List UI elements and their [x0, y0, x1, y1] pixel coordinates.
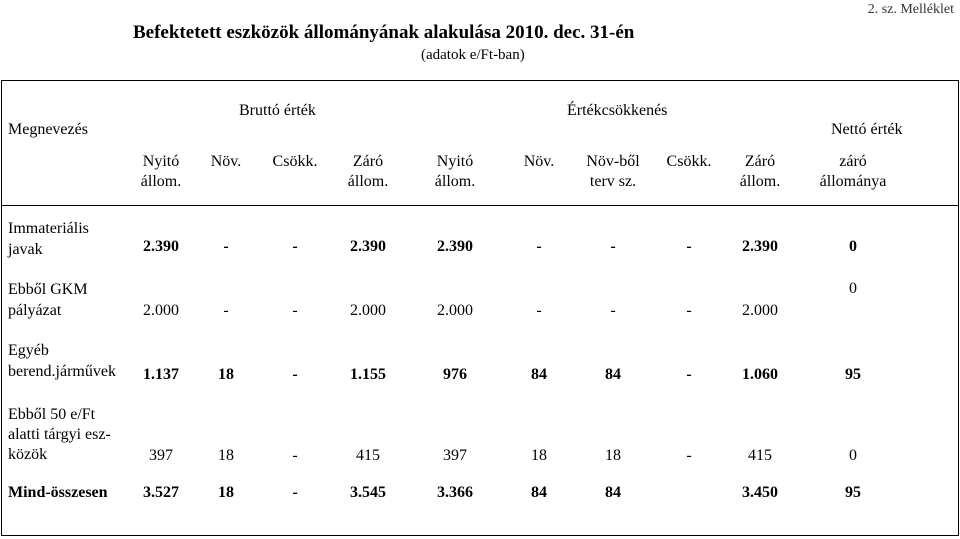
cell-depr-increase-planned: 18 [605, 447, 621, 464]
col-header-line: Növ. [210, 153, 242, 170]
col-header-line: Növ. [523, 153, 555, 170]
header-net-value: Nettó érték [831, 121, 903, 138]
cell-gross-increase: 18 [218, 484, 234, 501]
col-header-line: Növ-ből [586, 153, 640, 170]
cell-depr-close: 2.000 [742, 302, 778, 319]
cell-gross-open: 2.390 [143, 238, 179, 255]
cell-gross-close: 1.155 [350, 366, 386, 383]
cell-gross-close: 2.000 [350, 302, 386, 319]
cell-gross-close: 3.545 [350, 484, 386, 501]
cell-gross-increase: - [223, 302, 229, 319]
cell-gross-decrease: - [292, 447, 298, 464]
header-divider [1, 205, 959, 206]
table-top-border [1, 80, 959, 81]
row-label-line: berend.járművek [8, 363, 116, 380]
row-label [8, 279, 88, 321]
table-right-border [958, 80, 959, 536]
unit-note: (adatok e/Ft-ban) [421, 47, 525, 63]
cell-depr-increase: 18 [531, 447, 547, 464]
document-title: Befektetett eszközök állományának alakulása 2010. dec. 31-én [133, 22, 635, 43]
col-header-gross-close [318, 152, 418, 192]
row-label [8, 405, 111, 465]
row-label-line: Ebből 50 e/Ft [8, 406, 96, 423]
cell-depr-open: 397 [443, 447, 467, 464]
annex-label: 2. sz. Melléklet [867, 2, 954, 17]
cell-depr-increase: 84 [531, 484, 547, 501]
cell-depr-increase: - [536, 302, 542, 319]
col-header-net-close [803, 152, 903, 192]
table-bottom-border [1, 535, 959, 536]
col-header-depr-close [710, 152, 810, 192]
cell-depr-open: 976 [443, 366, 467, 383]
col-header-line: állom. [140, 173, 182, 190]
cell-gross-increase: 18 [218, 366, 234, 383]
cell-gross-open: 397 [149, 447, 173, 464]
col-header-line: záró [839, 153, 867, 170]
cell-depr-increase: - [536, 238, 542, 255]
row-label-line: közök [8, 446, 48, 463]
cell-gross-open: 1.137 [143, 366, 179, 383]
cell-net-close: 0 [849, 238, 857, 255]
col-header-line: terv sz. [589, 173, 637, 190]
col-header-line: állom. [347, 173, 389, 190]
col-header-line: állománya [819, 173, 887, 190]
header-depreciation: Értékcsökkenés [567, 102, 668, 119]
row-label [8, 218, 89, 260]
cell-gross-close: 415 [356, 447, 380, 464]
cell-gross-open: 3.527 [143, 484, 179, 501]
cell-depr-open: 2.000 [437, 302, 473, 319]
cell-depr-increase-planned: - [610, 238, 616, 255]
col-header-line: Záró [744, 153, 776, 170]
col-header-line: állom. [739, 173, 781, 190]
row-label [8, 482, 108, 503]
cell-depr-decrease: - [686, 366, 692, 383]
cell-net-close: 0 [849, 447, 857, 464]
cell-gross-decrease: - [292, 238, 298, 255]
header-name: Megnevezés [8, 121, 88, 138]
cell-depr-increase-planned: 84 [605, 366, 621, 383]
cell-gross-close: 2.390 [350, 238, 386, 255]
cell-gross-increase: - [223, 238, 229, 255]
cell-net-close: 95 [845, 484, 861, 501]
cell-depr-decrease: - [686, 302, 692, 319]
cell-net-close: 0 [849, 280, 857, 297]
row-label-line: Egyéb [8, 342, 49, 359]
table-left-border [1, 80, 2, 536]
row-label-line: javak [8, 241, 43, 258]
cell-gross-decrease: - [292, 302, 298, 319]
col-header-line: Nyitó [142, 153, 180, 170]
row-label-line: pályázat [8, 302, 62, 319]
cell-depr-increase-planned: - [610, 302, 616, 319]
col-header-line: Nyitó [436, 153, 474, 170]
cell-depr-increase: 84 [531, 366, 547, 383]
cell-gross-decrease: - [292, 484, 298, 501]
cell-gross-decrease: - [292, 366, 298, 383]
cell-net-close: 95 [845, 366, 861, 383]
cell-depr-decrease: - [686, 238, 692, 255]
cell-gross-open: 2.000 [143, 302, 179, 319]
cell-depr-increase-planned: 84 [605, 484, 621, 501]
cell-depr-close: 3.450 [742, 484, 778, 501]
cell-depr-decrease: - [686, 447, 692, 464]
col-header-line: állom. [434, 173, 476, 190]
col-header-line: Csökk. [272, 153, 318, 170]
cell-depr-close: 1.060 [742, 366, 778, 383]
cell-gross-increase: 18 [218, 447, 234, 464]
row-label-line: Mind-összesen [8, 484, 108, 501]
cell-depr-close: 415 [748, 447, 772, 464]
cell-depr-open: 2.390 [437, 238, 473, 255]
row-label-line: alatti tárgyi esz- [8, 426, 111, 443]
row-label-line: Immateriális [8, 220, 89, 237]
header-gross-value: Bruttó érték [239, 102, 316, 119]
row-label [8, 340, 116, 382]
cell-depr-close: 2.390 [742, 238, 778, 255]
col-header-line: Záró [352, 153, 384, 170]
row-label-line: Ebből GKM [8, 281, 88, 298]
col-header-line: Csökk. [666, 153, 712, 170]
cell-depr-open: 3.366 [437, 484, 473, 501]
